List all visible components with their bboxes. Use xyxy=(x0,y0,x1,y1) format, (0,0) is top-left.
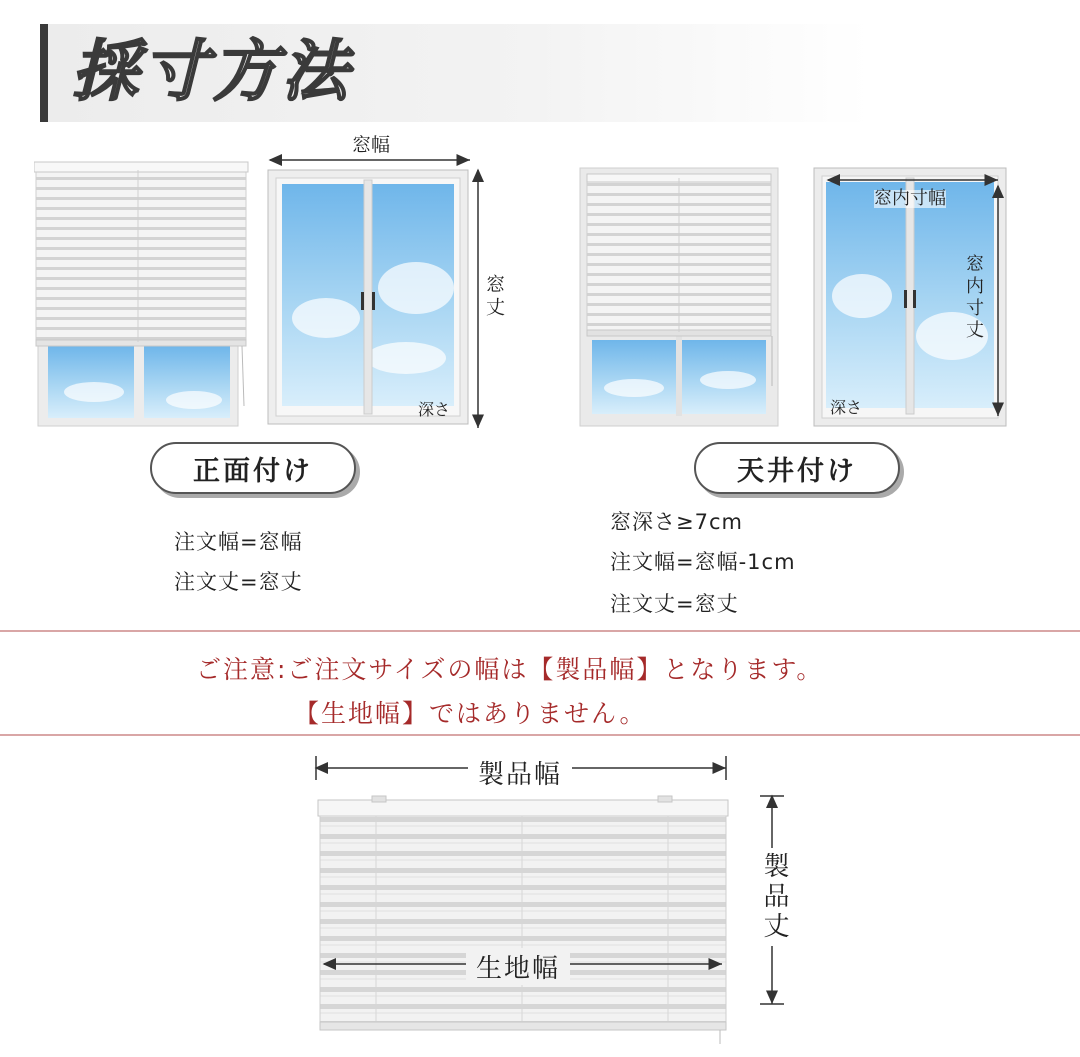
fabric-width-label: 生地幅 xyxy=(466,948,570,985)
window-width-label: 窓幅 xyxy=(352,134,391,156)
right-formula-height: 注文丈=窓丈 xyxy=(610,592,739,616)
left-formula-height: 注文丈=窓丈 xyxy=(174,570,303,594)
notice-top-divider xyxy=(0,630,1080,632)
product-blind-diagram xyxy=(312,754,812,1044)
ceiling-mount-blind-illustration xyxy=(578,166,782,430)
front-mount-badge: 正面付け xyxy=(150,442,356,494)
product-height-label: 製品丈 xyxy=(756,848,793,946)
front-mount-arrows xyxy=(266,148,496,438)
title-accent-bar xyxy=(40,24,48,122)
right-formula-width: 注文幅=窓幅-1cm xyxy=(610,550,796,574)
left-formula-width: 注文幅=窓幅 xyxy=(174,530,303,554)
front-mount-blind-illustration xyxy=(34,160,249,430)
depth-label-left: 深さ xyxy=(418,400,451,419)
notice-bottom-divider xyxy=(0,734,1080,736)
ceiling-mount-badge: 天井付け xyxy=(694,442,900,494)
product-width-label: 製品幅 xyxy=(468,754,572,791)
depth-label-right: 深さ xyxy=(830,398,863,417)
inner-width-label: 窓内寸幅 xyxy=(874,188,946,209)
page-title: 採寸方法 xyxy=(72,33,352,110)
inner-height-label: 窓内寸丈 xyxy=(963,254,984,342)
window-height-label: 窓丈 xyxy=(483,274,505,320)
notice-line-2: 【生地幅】ではありません。 xyxy=(294,699,647,728)
right-formula-depth: 窓深さ≥7cm xyxy=(610,510,743,534)
notice-line-1: ご注意:ご注文サイズの幅は【製品幅】となります。 xyxy=(196,655,824,684)
